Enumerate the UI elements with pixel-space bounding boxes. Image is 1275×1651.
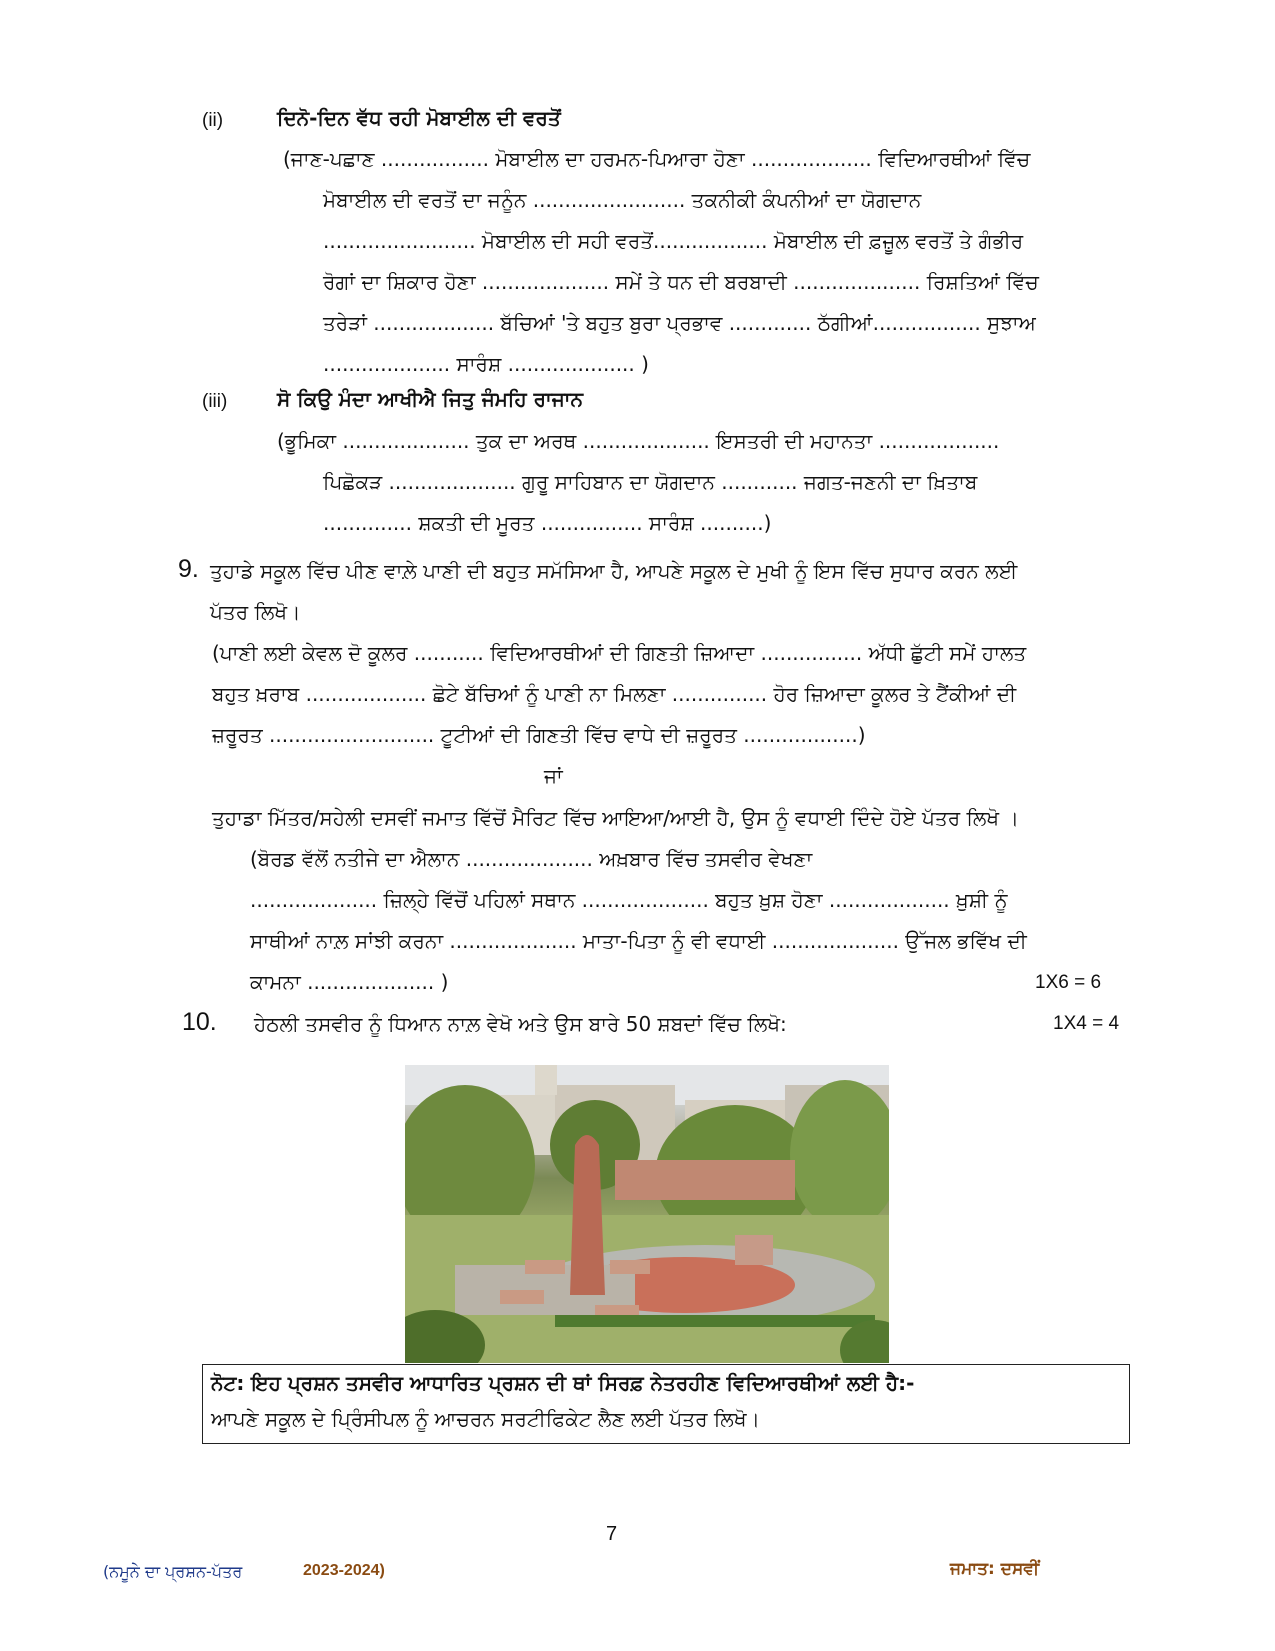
note-title: ਨੋਟ: ਇਹ ਪ੍ਰਸ਼ਨ ਤਸਵੀਰ ਆਧਾਰਿਤ ਪ੍ਰਸ਼ਨ ਦੀ ਥਾਂ ਸਿਰਫ਼ ਨੇਤਰਹੀਣ ਵਿਦਿਆਰਥੀਆਂ ਲਈ ਹੈ:- (211, 1371, 915, 1395)
question-10-number: 10. (182, 1008, 217, 1036)
section-iii-title: ਸੋ ਕਿਉ ਮੰਦਾ ਆਖੀਐ ਜਿਤੁ ਜੰਮਹਿ ਰਾਜਾਨ (277, 387, 583, 411)
section-iii-hint-line: (ਭੂਮਿਕਾ .................... ਤੁਕ ਦਾ ਅਰਥ .................... ਇਸਤਰੀ ਦੀ ਮਹਾਨਤਾ ................... (277, 429, 1000, 453)
question-9-alt-hint-line: ਕਾਮਨਾ .................... ) (250, 970, 449, 994)
question-9-number: 9. (178, 555, 199, 583)
section-iii-hint-line: ਪਿਛੋਕੜ .................... ਗੁਰੂ ਸਾਹਿਬਾਨ ਦਾ ਯੋਗਦਾਨ ............ ਜਗਤ-ਜਣਨੀ ਦਾ ਖ਼ਿਤਾਬ (323, 470, 978, 494)
section-ii-hint-line: ਰੋਗਾਂ ਦਾ ਸ਼ਿਕਾਰ ਹੋਣਾ .................... ਸਮੇਂ ਤੇ ਧਨ ਦੀ ਬਰਬਾਦੀ .................... ਰਿਸ਼ਤਿਆਂ ਵਿੱਚ (323, 270, 1039, 294)
footer-year: 2023-2024) (303, 1562, 385, 1579)
memorial-photo (405, 1065, 889, 1363)
section-iii-label: (iii) (202, 391, 228, 412)
page-number: 7 (606, 1523, 618, 1545)
question-10-marks: 1X4 = 4 (1053, 1013, 1120, 1034)
section-iii-hint-line: .............. ਸ਼ਕਤੀ ਦੀ ਮੂਰਤ ................ ਸਾਰੰਸ਼ ..........) (323, 511, 772, 535)
section-ii-label: (ii) (202, 110, 224, 131)
section-ii-hint-line: ........................ ਮੋਬਾਈਲ ਦੀ ਸਹੀ ਵਰਤੋਂ.................. ਮੋਬਾਈਲ ਦੀ ਫ਼ਜ਼ੂਲ ਵਰਤੋਂ ਤੇ ਗੰਭੀਰ (323, 229, 1024, 253)
question-9-prompt-cont: ਪੱਤਰ ਲਿਖੋ। (210, 600, 301, 624)
question-9-alt-prompt: ਤੁਹਾਡਾ ਮਿੱਤਰ/ਸਹੇਲੀ ਦਸਵੀਂ ਜਮਾਤ ਵਿੱਚੋਂ ਮੈਰਿਟ ਵਿੱਚ ਆਇਆ/ਆਈ ਹੈ, ਉਸ ਨੂੰ ਵਧਾਈ ਦਿੰਦੇ ਹੋਏ ਪੱਤਰ ਲਿਖੋ । (212, 806, 1019, 830)
question-9-hint-line: (ਪਾਣੀ ਲਈ ਕੇਵਲ ਦੋ ਕੂਲਰ ........... ਵਿਦਿਆਰਥੀਆਂ ਦੀ ਗਿਣਤੀ ਜ਼ਿਆਦਾ ................ ਅੱਧੀ ਛੁੱਟੀ ਸਮੇਂ ਹਾਲਤ (212, 641, 1027, 665)
section-ii-hint-line: .................... ਸਾਰੰਸ਼ .................... ) (323, 352, 649, 376)
question-9-hint-line: ਜ਼ਰੂਰਤ .......................... ਟੂਟੀਆਂ ਦੀ ਗਿਣਤੀ ਵਿੱਚ ਵਾਧੇ ਦੀ ਜ਼ਰੂਰਤ ..................) (212, 723, 866, 747)
section-ii-hint-line: ਤਰੇੜਾਂ ................... ਬੱਚਿਆਂ 'ਤੇ ਬਹੁਤ ਬੁਰਾ ਪ੍ਰਭਾਵ ............. ਠੱਗੀਆਂ................. ਸੁਝਾਅ (323, 311, 1036, 335)
question-9-alt-hint-line: .................... ਜ਼ਿਲ੍ਹੇ ਵਿੱਚੋਂ ਪਹਿਲਾਂ ਸਥਾਨ .................... ਬਹੁਤ ਖ਼ੁਸ਼ ਹੋਣਾ ................... ਖ਼ੁਸ਼ੀ ਨੂੰ (250, 888, 1008, 912)
question-10-prompt: ਹੇਠਲੀ ਤਸਵੀਰ ਨੂੰ ਧਿਆਨ ਨਾਲ਼ ਵੇਖੋ ਅਤੇ ਉਸ ਬਾਰੇ 50 ਸ਼ਬਦਾਂ ਵਿੱਚ ਲਿਖੋ: (254, 1012, 787, 1036)
section-ii-hint-line: (ਜਾਣ-ਪਛਾਣ ................. ਮੋਬਾਈਲ ਦਾ ਹਰਮਨ-ਪਿਆਰਾ ਹੋਣਾ ................... ਵਿਦਿਆਰਥੀਆਂ ਵਿੱਚ (283, 147, 1031, 171)
or-separator: ਜਾਂ (544, 764, 563, 788)
note-box (202, 1364, 1130, 1444)
question-9-prompt: ਤੁਹਾਡੇ ਸਕੂਲ ਵਿੱਚ ਪੀਣ ਵਾਲ਼ੇ ਪਾਣੀ ਦੀ ਬਹੁਤ ਸਮੱਸਿਆ ਹੈ, ਆਪਣੇ ਸਕੂਲ ਦੇ ਮੁਖੀ ਨੂੰ ਇਸ ਵਿੱਚ ਸੁਧਾਰ ਕਰਨ ਲਈ (210, 559, 1018, 583)
question-9-marks: 1X6 = 6 (1035, 972, 1102, 993)
note-body: ਆਪਣੇ ਸਕੂਲ ਦੇ ਪ੍ਰਿੰਸੀਪਲ ਨੂੰ ਆਚਰਨ ਸਰਟੀਫਿਕੇਟ ਲੈਣ ਲਈ ਪੱਤਰ ਲਿਖੋ। (211, 1407, 760, 1431)
section-ii-title: ਦਿਨੋ-ਦਿਨ ਵੱਧ ਰਹੀ ਮੋਬਾਈਲ ਦੀ ਵਰਤੋਂ (277, 106, 561, 130)
memorial-photo-illustration (405, 1065, 889, 1363)
question-9-alt-hint-line: (ਬੋਰਡ ਵੱਲੋਂ ਨਤੀਜੇ ਦਾ ਐਲਾਨ .................... ਅਖ਼ਬਾਰ ਵਿੱਚ ਤਸਵੀਰ ਵੇਖਣਾ (250, 847, 813, 871)
footer-class-label: ਜਮਾਤ: ਦਸਵੀਂ (950, 1559, 1040, 1579)
section-ii-hint-line: ਮੋਬਾਈਲ ਦੀ ਵਰਤੋਂ ਦਾ ਜਨੂੰਨ ........................ ਤਕਨੀਕੀ ਕੰਪਨੀਆਂ ਦਾ ਯੋਗਦਾਨ (323, 188, 922, 212)
footer-paper-label: (ਨਮੂਨੇ ਦਾ ਪ੍ਰਸ਼ਨ-ਪੱਤਰ (103, 1562, 243, 1581)
question-9-hint-line: ਬਹੁਤ ਖ਼ਰਾਬ ................... ਛੋਟੇ ਬੱਚਿਆਂ ਨੂੰ ਪਾਣੀ ਨਾ ਮਿਲਣਾ ............... ਹੋਰ ਜ਼ਿਆਦਾ ਕੂਲਰ ਤੇ ਟੈਂਕੀਆਂ ਦੀ (212, 682, 1017, 706)
question-9-alt-hint-line: ਸਾਥੀਆਂ ਨਾਲ਼ ਸਾਂਝੀ ਕਰਨਾ .................... ਮਾਤਾ-ਪਿਤਾ ਨੂੰ ਵੀ ਵਧਾਈ .................... ਉੱਜਲ ਭਵਿੱਖ ਦੀ (250, 929, 1027, 953)
